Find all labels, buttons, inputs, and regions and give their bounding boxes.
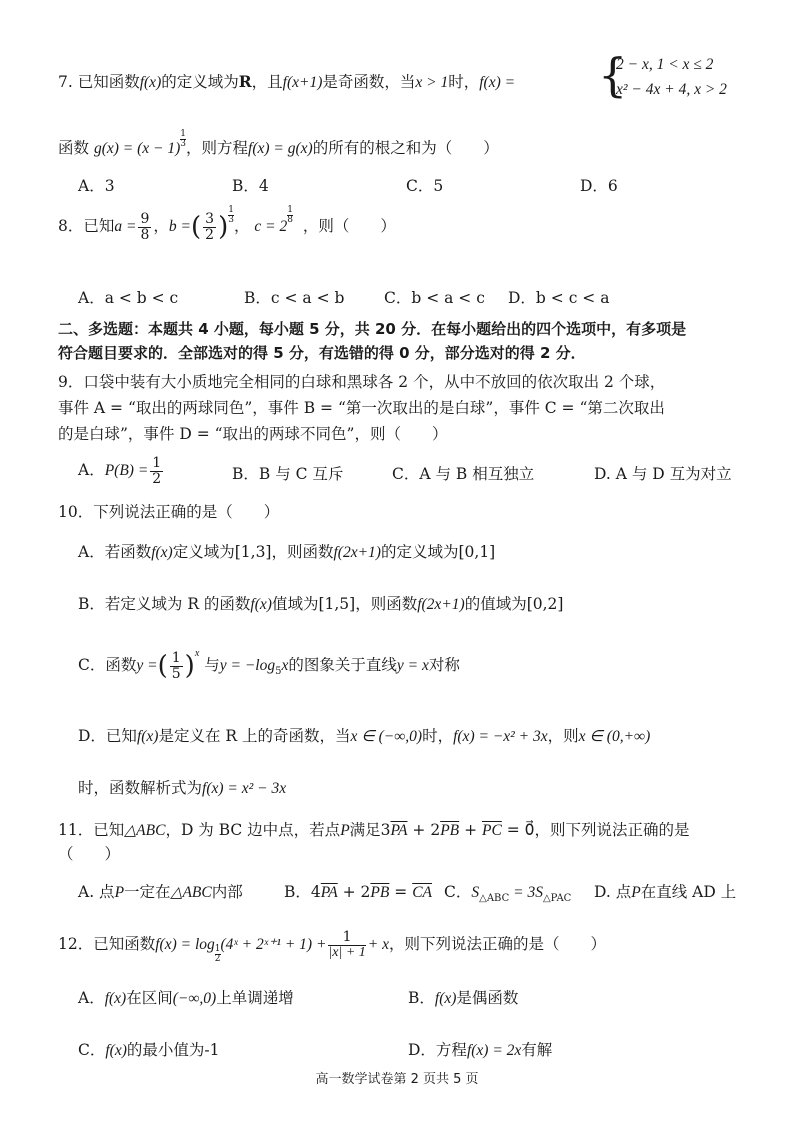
page-footer: 高一数学试卷第 2 页共 5 页: [315, 1072, 479, 1087]
q10-option-c[interactable]: C．函数y =( $\frac{1}{5}$ )$^x$ 与$y = -\log_5x$的图象关于直线y = x对称: [78, 648, 460, 682]
q7-exponent: $\frac{1}{3}$: [180, 129, 187, 149]
q7-case2: x² − 4x + 4, x > 2: [616, 81, 727, 98]
q10-option-b[interactable]: B．若定义域为 R 的函数f(x)值域为[1,5]，则函数f(2x+1)的值域为[0,2]: [78, 595, 564, 613]
q7-option-a[interactable]: A．3: [78, 177, 115, 195]
q11-paren: （ ）: [58, 845, 121, 863]
q7-option-c[interactable]: C．5: [406, 177, 444, 195]
q10-option-d-line2: 时，函数解析式为f(x) = x² − 3x: [78, 779, 287, 797]
q8-option-d[interactable]: D．b < c < a: [508, 289, 610, 307]
q12-option-b[interactable]: B．f(x)是偶函数: [408, 989, 519, 1007]
q8-option-a[interactable]: A．a < b < c: [78, 289, 179, 307]
q10-option-a[interactable]: A．若函数f(x)定义域为[1,3]，则函数f(2x+1)的定义域为[0,1]: [78, 543, 496, 561]
q11-stem: 11．已知△ABC，D 为 BC 边中点，若点P满足$3\overline{PA} + 2\overline{PB} + \overline{PC}$ = 0⃗，则下列说法正确的是: [58, 821, 690, 839]
q9-option-d[interactable]: D. A 与 D 互为对立: [594, 465, 732, 483]
q9-option-c[interactable]: C．A 与 B 相互独立: [392, 465, 535, 483]
q12-option-a[interactable]: A．f(x)在区间(−∞,0)上单调递增: [78, 989, 294, 1007]
q9-line1: 9．口袋中装有大小质地完全相同的白球和黑球各 2 个，从中不放回的依次取出 2 个球，: [58, 373, 666, 391]
q8-a-fraction: $\frac{9}{8}$: [140, 211, 150, 243]
q9-line3: 的是白球”，事件 D = “取出的两球不同色”，则（ ）: [58, 425, 448, 443]
q7-line1: 7. 已知函数f(x)的定义域为R，且f(x+1)是奇函数，当x > 1时，f(x) =: [58, 72, 516, 91]
q9-option-a[interactable]: A．P(B) = $\frac{1}{2}$: [78, 455, 162, 487]
q10-stem: 10．下列说法正确的是（ ）: [58, 503, 280, 521]
q8-option-b[interactable]: B．c < a < b: [244, 289, 345, 307]
q12-log-base: $\frac{1}{2}$: [214, 944, 221, 965]
q11-option-b[interactable]: B．$4\overline{PA} + 2\overline{PB} = \overline{CA}$: [284, 883, 433, 901]
q11-option-d[interactable]: D. 点P在直线 AD 上: [594, 883, 737, 901]
q10-option-d[interactable]: D．已知f(x)是定义在 R 上的奇函数，当x ∈ (−∞,0)时，f(x) = −x² + 3x，则x ∈ (0,+∞): [78, 727, 651, 745]
q9-option-b[interactable]: B．B 与 C 互斥: [232, 465, 344, 483]
q7-piecewise-brace: {: [598, 48, 628, 102]
q12-stem: 12．已知函数f(x) = log $\frac{1}{2}$ (4ˣ + 2ˣ⁺¹ + 1) + $\frac{1}{|x| + 1}$ + x，则下列说法正确的是（ ）: [58, 929, 606, 965]
q12-option-c[interactable]: C．f(x)的最小值为-1: [78, 1041, 220, 1059]
q9-line2: 事件 A = “取出的两球同色”，事件 B = “第一次取出的是白球”，事件 C = “第二次取出: [58, 399, 665, 417]
section2-heading-line1: 二、多选题：本题共 4 小题，每小题 5 分，共 20 分．在每小题给出的四个选项中，有多项是: [58, 320, 687, 338]
q7-case1: 2 − x, 1 < x ≤ 2: [616, 56, 714, 73]
q11-option-c[interactable]: C．$S_{\triangle ABC} = 3S_{\triangle PAC}$: [444, 883, 572, 905]
section2-heading-line2: 符合题目要求的．全部选对的得 5 分，有选错的得 0 分，部分选对的得 2 分．: [58, 344, 586, 362]
q7-line2: 函数 g(x) = (x − 1) $\frac{1}{3}$ ，则方程f(x) = g(x)的所有的根之和为（ ）: [58, 129, 499, 157]
q8-option-c[interactable]: C．b < a < c: [384, 289, 485, 307]
q7-option-d[interactable]: D．6: [580, 177, 618, 195]
q12-option-d[interactable]: D．方程f(x) = 2x有解: [408, 1041, 553, 1059]
q8-b-fraction: $\frac{3}{2}$: [205, 211, 215, 243]
q11-option-a[interactable]: A. 点P一定在△ABC内部: [78, 883, 243, 901]
q7-option-b[interactable]: B．4: [232, 177, 269, 195]
q8-stem: 8．已知a = $\frac{9}{8}$ ，b =( $\frac{3}{2}$ ) $\frac{1}{3}$ ， c = 2 $\frac{1}{8}$ ，则（ ）: [58, 205, 396, 243]
